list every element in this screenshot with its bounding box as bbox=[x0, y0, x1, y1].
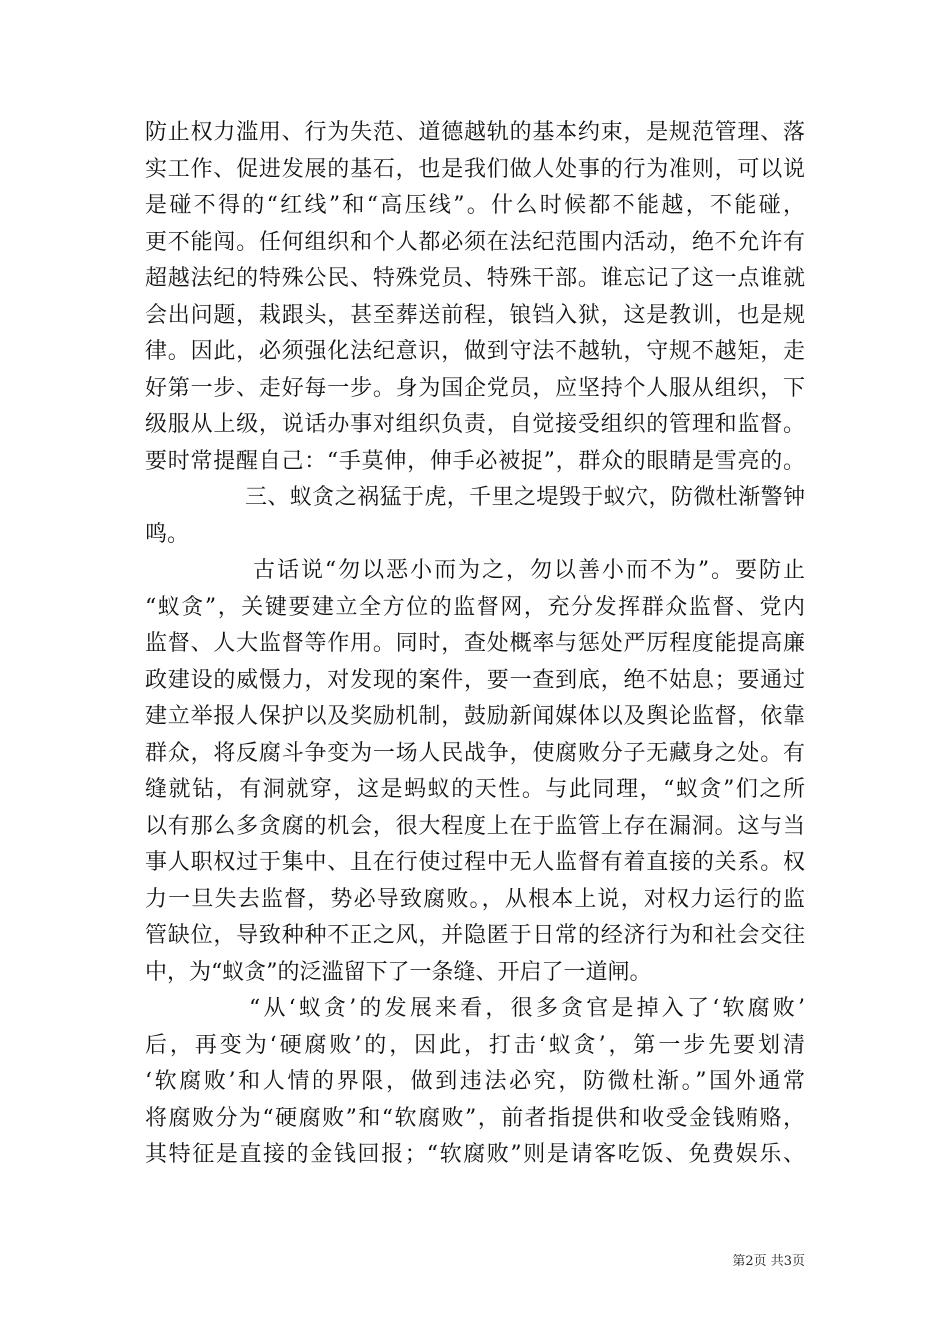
body-line: 力一旦失去监督，势必导致腐败。，从根本上说，对权力运行的监 bbox=[145, 886, 805, 912]
body-line: 后，再变为‘硬腐败’的，因此，打击‘蚁贪’，第一步先要划清 bbox=[145, 1032, 805, 1058]
body-line: 是碰不得的“红线”和“高压线”。什么时候都不能越，不能碰， bbox=[145, 193, 805, 218]
body-line: 律。因此，必须强化法纪意识，做到守法不越轨，守规不越矩，走 bbox=[145, 339, 805, 364]
body-line: ‘软腐败’和人情的界限，做到违法必究，防微杜渐。”国外通常 bbox=[145, 1069, 805, 1094]
page-number-footer: 第2页 共3页 bbox=[732, 1254, 805, 1269]
body-line: “从‘蚁贪’的发展来看，很多贪官是掉入了‘软腐败’ bbox=[249, 996, 805, 1021]
section-heading-line: 鸣。 bbox=[145, 521, 190, 547]
body-line: 将腐败分为“硬腐败”和“软腐败”，前者指提供和收受金钱贿赂， bbox=[145, 1105, 805, 1131]
body-line: 以有那么多贪腐的机会，很大程度上在于监管上存在漏洞。这与当 bbox=[145, 813, 805, 839]
body-line: 防止权力滥用、行为失范、道德越轨的基本约束，是规范管理、落 bbox=[145, 120, 805, 145]
body-line: 会出问题，栽跟头，甚至葬送前程，锒铛入狱，这是教训，也是规 bbox=[145, 302, 805, 328]
body-line: 实工作、促进发展的基石，也是我们做人处事的行为准则，可以说 bbox=[145, 156, 805, 182]
body-line: 级服从上级，说话办事对组织负责，自觉接受组织的管理和监督。 bbox=[145, 412, 805, 437]
body-line: 管缺位，导致种种不正之风，并隐匿于日常的经济行为和社会交往 bbox=[145, 923, 805, 948]
body-line: 群众，将反腐斗争变为一场人民战争，使腐败分子无藏身之处。有 bbox=[145, 740, 805, 766]
body-line: 好第一步、走好每一步。身为国企党员，应坚持个人服从组织，下 bbox=[145, 375, 805, 401]
body-line: 政建设的威慑力，对发现的案件，要一查到底，绝不姑息；要通过 bbox=[145, 667, 805, 693]
body-line: 建立举报人保护以及奖励机制，鼓励新闻媒体以及舆论监督，依靠 bbox=[145, 704, 805, 729]
body-line: 更不能闯。任何组织和个人都必须在法纪范围内活动，绝不允许有 bbox=[145, 229, 805, 255]
body-line: 超越法纪的特殊公民、特殊党员、特殊干部。谁忘记了这一点谁就 bbox=[145, 266, 805, 291]
body-line: 中，为“蚁贪”的泛滥留下了一条缝、开启了一道闸。 bbox=[145, 959, 652, 985]
body-line: 监督、人大监督等作用。同时，查处概率与惩处严厉程度能提高廉 bbox=[145, 631, 805, 656]
body-line: 缝就钻，有洞就穿，这是蚂蚁的天性。与此同理，“蚁贪”们之所 bbox=[145, 777, 805, 802]
body-line: 事人职权过于集中、且在行使过程中无人监督有着直接的关系。权 bbox=[145, 850, 805, 875]
document-body bbox=[145, 115, 805, 1174]
section-heading-line: 三、蚁贪之祸猛于虎，千里之堤毁于蚁穴，防微杜渐警钟 bbox=[245, 485, 805, 510]
body-line: 古话说“勿以恶小而为之，勿以善小而不为”。要防止 bbox=[253, 558, 805, 583]
body-line: “蚁贪”，关键要建立全方位的监督网，充分发挥群众监督、党内 bbox=[145, 594, 805, 620]
body-line: 其特征是直接的金钱回报；“软腐败”则是请客吃饭、免费娱乐、 bbox=[145, 1142, 805, 1167]
body-line: 要时常提醒自己：“手莫伸，伸手必被捉”，群众的眼睛是雪亮的。 bbox=[145, 448, 805, 474]
